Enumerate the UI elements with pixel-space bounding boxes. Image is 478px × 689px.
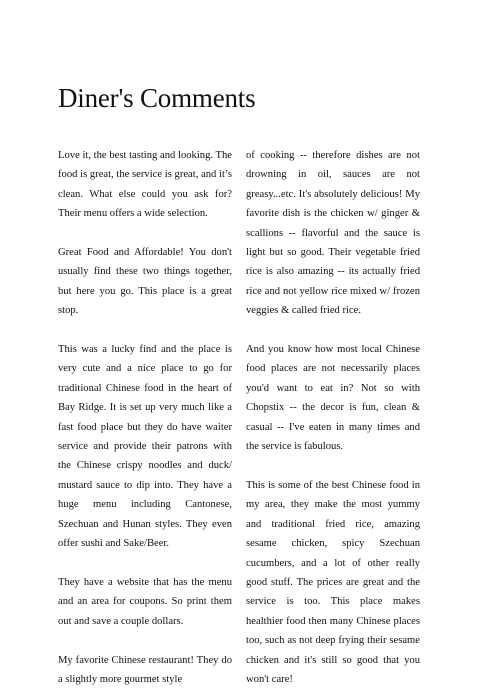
page-title: Diner's Comments: [58, 80, 255, 116]
comment-paragraph: Love it, the best tasting and looking. The food is great, the service is great, and it’s clean. What else could you ask for? Their menu offers a wide selection.: [58, 146, 232, 224]
comment-paragraph: This was a lucky find and the place is very cute and a nice place to go for traditional Chinese food in the heart of Bay Ridge. It is set up very much like a fast food place but they do have waiter service and provide their patrons with the Chinese crispy noodles and duck/ mustard sauce to dip into. They have a huge menu including Cantonese, Szechuan and Hunan styles. They even offer sushi and Sake/Beer.: [58, 340, 232, 553]
left-column: [58, 146, 232, 689]
comment-paragraph: This is some of the best Chinese food in my area, they make the most yummy and traditional fried rice, amazing sesame chicken, spicy Szechuan cucumbers, and a lot of other really good stuff. The prices are great and the service is too. This place makes healthier food then many Chinese places too, such as not deep frying their sesame chicken and it's still so good that you won't care!: [246, 476, 420, 689]
right-column: [246, 146, 420, 689]
comment-paragraph: Great Food and Affordable! You don't usually find these two things together, but here you go. This place is a great stop.: [58, 243, 232, 321]
comment-paragraph: of cooking -- therefore dishes are not drowning in oil, sauces are not greasy...etc. It's absolutely delicious! My favorite dish is the chicken w/ ginger & scallions -- flavorful and the sauce is light but so good. Their vegetable fried rice is also amazing -- its actually fried rice and not yellow rice mixed w/ frozen veggies & called fried rice.: [246, 146, 420, 321]
comment-paragraph: They have a website that has the menu and an area for coupons. So print them out and save a couple dollars.: [58, 573, 232, 631]
comment-paragraph: My favorite Chinese restaurant! They do a slightly more gourmet style: [58, 651, 232, 689]
comment-paragraph: And you know how most local Chinese food places are not necessarily places you'd want to eat in? Not so with Chopstix -- the decor is fun, clean & casual -- I've eaten in many times and the service is fabulous.: [246, 340, 420, 456]
